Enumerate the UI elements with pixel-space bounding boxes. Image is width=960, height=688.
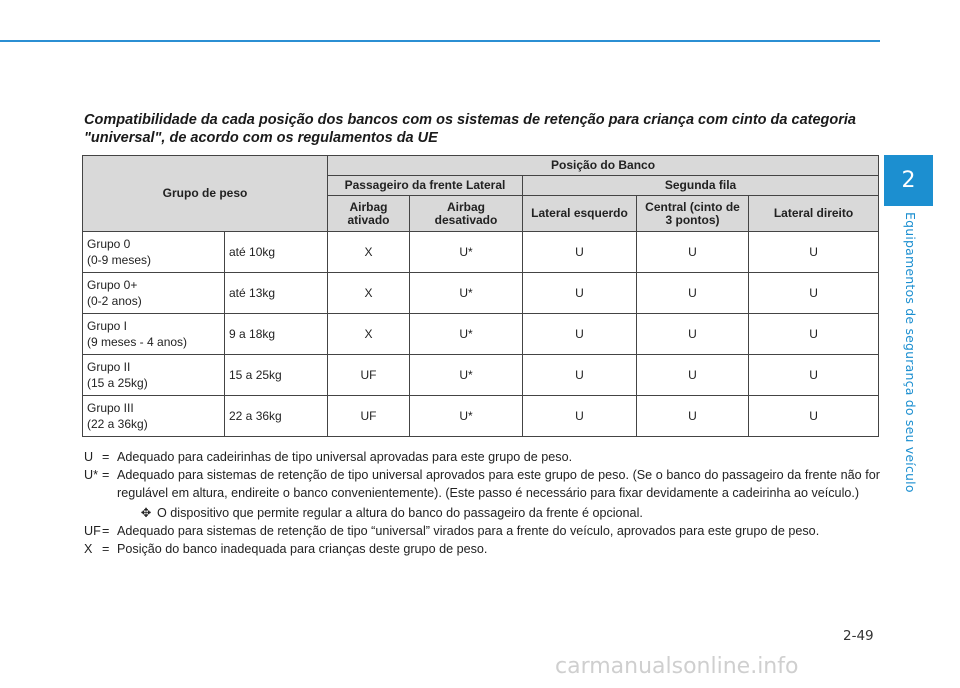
row-weight: até 10kg (225, 232, 328, 273)
table-row (83, 355, 879, 396)
legend-eq: = (102, 524, 110, 538)
legend-text (117, 466, 880, 522)
group-name: Grupo I (87, 319, 128, 333)
cell-airbag-off: U* (410, 273, 523, 314)
header-front-passenger: Passageiro da frente Lateral (328, 176, 523, 196)
compatibility-table (82, 155, 879, 437)
row-group (83, 232, 225, 273)
cell-center: U (637, 396, 749, 437)
cell-center: U (637, 273, 749, 314)
group-name: Grupo 0+ (87, 278, 138, 292)
cell-airbag-on: X (328, 314, 410, 355)
top-rule (0, 40, 880, 42)
cell-right: U (749, 355, 879, 396)
row-group (83, 273, 225, 314)
row-weight: 9 a 18kg (225, 314, 328, 355)
header-col-left: Lateral esquerdo (523, 196, 637, 232)
chapter-title: Equipamentos de segurança do seu veículo (903, 212, 918, 493)
legend-key: UF (84, 524, 101, 538)
row-group (83, 314, 225, 355)
legend-item (84, 466, 880, 522)
group-age: (0-2 anos) (87, 294, 142, 308)
cell-airbag-on: X (328, 232, 410, 273)
table-row (83, 396, 879, 437)
legend-text-body: Adequado para sistemas de retenção de tipo universal aprovados para este grupo de peso. (Se o banco do passageiro da frente não for regulável em altura, endireite o banco convenientemente). (Este passo é necessário para fixar devidamente a cadeirinha ao veículo.) (117, 468, 880, 500)
legend-note (117, 504, 880, 522)
header-col-right: Lateral direito (749, 196, 879, 232)
group-age: (9 meses - 4 anos) (87, 335, 188, 349)
row-weight: até 13kg (225, 273, 328, 314)
table-row (83, 273, 879, 314)
legend-text: Posição do banco inadequada para crianças deste grupo de peso. (117, 542, 488, 556)
cell-left: U (523, 232, 637, 273)
header-weight-group: Grupo de peso (83, 156, 328, 232)
row-weight: 15 a 25kg (225, 355, 328, 396)
cell-airbag-on: X (328, 273, 410, 314)
cell-right: U (749, 273, 879, 314)
cell-right: U (749, 314, 879, 355)
cell-center: U (637, 232, 749, 273)
note-icon: ✥ (140, 506, 152, 520)
cell-airbag-off: U* (410, 314, 523, 355)
row-weight: 22 a 36kg (225, 396, 328, 437)
row-group (83, 355, 225, 396)
group-age: (15 a 25kg) (87, 376, 148, 390)
cell-right: U (749, 396, 879, 437)
legend (84, 448, 880, 558)
legend-key: U (84, 450, 94, 464)
header-col-center: Central (cinto de 3 pontos) (637, 196, 749, 232)
legend-eq: = (102, 542, 110, 556)
header-col-airbag-on: Airbag ativado (328, 196, 410, 232)
legend-eq: = (102, 468, 110, 482)
group-name: Grupo II (87, 360, 131, 374)
table-row (83, 314, 879, 355)
watermark: carmanualsonline.info (555, 654, 799, 679)
header-second-row: Segunda fila (523, 176, 879, 196)
cell-left: U (523, 273, 637, 314)
chapter-number: 2 (901, 168, 916, 193)
row-group (83, 396, 225, 437)
header-seat-position: Posição do Banco (328, 156, 879, 176)
chapter-tab[interactable] (884, 155, 933, 206)
cell-airbag-off: U* (410, 232, 523, 273)
legend-key: X (84, 542, 93, 556)
group-age: (22 a 36kg) (87, 417, 148, 431)
note-text: O dispositivo que permite regular a altura do banco do passageiro da frente é opcional. (157, 506, 643, 520)
legend-item (84, 540, 880, 558)
cell-airbag-on: UF (328, 355, 410, 396)
cell-airbag-off: U* (410, 355, 523, 396)
legend-key: U* (84, 468, 98, 482)
cell-left: U (523, 396, 637, 437)
group-name: Grupo III (87, 401, 134, 415)
cell-center: U (637, 314, 749, 355)
cell-left: U (523, 355, 637, 396)
cell-left: U (523, 314, 637, 355)
legend-eq: = (102, 450, 110, 464)
cell-airbag-on: UF (328, 396, 410, 437)
cell-airbag-off: U* (410, 396, 523, 437)
cell-center: U (637, 355, 749, 396)
legend-item (84, 522, 880, 540)
legend-item (84, 448, 880, 466)
page-title: Compatibilidade da cada posição dos bancos com os sistemas de retenção para criança com cinto da categoria "universal", de acordo com os regulamentos da UE (84, 112, 856, 146)
table-row (83, 232, 879, 273)
legend-text: Adequado para cadeirinhas de tipo universal aprovadas para este grupo de peso. (117, 450, 573, 464)
group-age: (0-9 meses) (87, 253, 152, 267)
cell-right: U (749, 232, 879, 273)
legend-text: Adequado para sistemas de retenção de tipo “universal” virados para a frente do veículo, aprovados para este grupo de peso. (117, 524, 820, 538)
page-number: 2-49 (843, 628, 874, 644)
header-col-airbag-off: Airbag desativado (410, 196, 523, 232)
group-name: Grupo 0 (87, 237, 131, 251)
